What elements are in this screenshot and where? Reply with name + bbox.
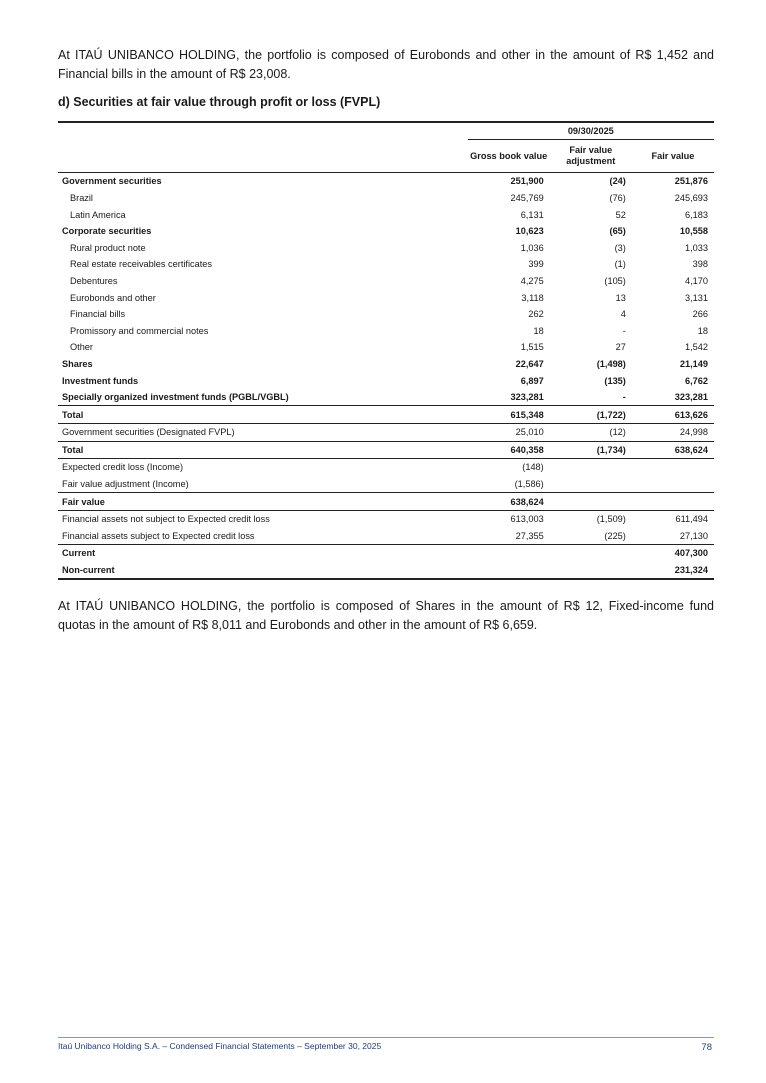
fair-value-adjustment-cell: (24): [609, 176, 626, 187]
gross-book-value-cell: 18: [533, 325, 544, 336]
table-row: [58, 256, 714, 273]
row-label: Investment funds: [62, 375, 139, 386]
footer-divider: [58, 1037, 714, 1038]
fair-value-adjustment-cell: (12): [550, 424, 632, 442]
table-row: [58, 510, 714, 527]
fair-value-cell: 6,762: [685, 375, 708, 386]
table-row: [58, 545, 714, 562]
row-label: Other: [70, 342, 93, 353]
row-label: Total: [58, 441, 468, 459]
fair-value-cell: 24,998: [632, 424, 714, 442]
row-label: Shares: [62, 358, 93, 369]
gross-book-value-cell: 27,355: [515, 530, 544, 541]
fair-value-cell: 3,131: [685, 292, 708, 303]
table-date: 09/30/2025: [468, 122, 714, 140]
fair-value-cell: 638,624: [632, 441, 714, 459]
fair-value-cell: 251,876: [674, 176, 708, 187]
fair-value-adjustment-cell: 27: [615, 342, 626, 353]
gross-book-value-cell: 6,131: [520, 209, 544, 220]
gross-book-value-cell: 262: [528, 309, 544, 320]
row-label: Rural product note: [70, 242, 146, 253]
table-row: [58, 206, 714, 223]
table-column-headers: [58, 140, 714, 173]
table-row: [58, 459, 714, 476]
gross-book-value-cell: 638,624: [468, 493, 550, 511]
fair-value-adjustment-cell: (76): [609, 192, 626, 203]
table-row: [58, 441, 714, 459]
row-label: Debentures: [70, 275, 118, 286]
row-label: Fair value adjustment (Income): [62, 479, 189, 490]
gross-book-value-cell: 22,647: [515, 358, 544, 369]
section-heading: d) Securities at fair value through profit or loss (FVPL): [58, 95, 381, 109]
table-row: [58, 476, 714, 493]
table-row: [58, 190, 714, 207]
gross-book-value-cell: 615,348: [468, 406, 550, 424]
footer-page-number: 78: [701, 1042, 712, 1053]
gross-book-value-cell: 4,275: [520, 275, 544, 286]
fair-value-cell: 18: [697, 325, 708, 336]
table-row: [58, 528, 714, 545]
fair-value-adjustment-cell: 13: [615, 292, 626, 303]
table-row: [58, 289, 714, 306]
row-label: Total: [58, 406, 468, 424]
gross-book-value-cell: 640,358: [468, 441, 550, 459]
row-label: Government securities: [62, 176, 162, 187]
fair-value-cell: [632, 459, 714, 476]
fair-value-cell: [632, 476, 714, 493]
table-row: [58, 339, 714, 356]
table-row: [58, 173, 714, 190]
fvpl-securities-table: [58, 121, 714, 580]
closing-paragraph: At ITAÚ UNIBANCO HOLDING, the portfolio is composed of Shares in the amount of R$ 12, Fixed-income fund quotas in the amount of R$ 8,011 and Eurobonds and other in the amount of R$ 6,659.: [58, 599, 714, 632]
fair-value-adjustment-cell: (1,734): [550, 441, 632, 459]
gross-book-value-cell: 613,003: [468, 510, 550, 527]
row-label: Specially organized investment funds (PGBL/VGBL): [62, 392, 289, 403]
fair-value-adjustment-cell: [550, 562, 632, 580]
gross-book-value-cell: 10,623: [515, 226, 544, 237]
fair-value-cell: 1,542: [685, 342, 708, 353]
fair-value-cell: 27,130: [679, 530, 708, 541]
fair-value-cell: 613,626: [632, 406, 714, 424]
row-label: Latin America: [70, 209, 126, 220]
gross-book-value-cell: 3,118: [521, 292, 544, 303]
gross-book-value-cell: (1,586): [514, 479, 544, 490]
fair-value-adjustment-cell: (1,509): [550, 510, 632, 527]
table-row: [58, 406, 714, 424]
row-label: Fair value: [58, 493, 468, 511]
fair-value-adjustment-cell: [550, 476, 632, 493]
fair-value-cell: 10,558: [679, 226, 708, 237]
fair-value-cell: 231,324: [632, 562, 714, 580]
fair-value-adjustment-cell: (225): [604, 530, 626, 541]
intro-paragraph: At ITAÚ UNIBANCO HOLDING, the portfolio is composed of Eurobonds and other in the amount of R$ 1,452 and Financial bills in the amount of R$ 23,008.: [58, 48, 714, 81]
footer-document-title: Itaú Unibanco Holding S.A. – Condensed Financial Statements – September 30, 2025: [58, 1041, 382, 1051]
table-row: [58, 306, 714, 323]
row-label: Brazil: [70, 192, 93, 203]
gross-book-value-cell: 6,897: [520, 375, 544, 386]
row-label: Government securities (Designated FVPL): [58, 424, 468, 442]
fair-value-cell: [632, 493, 714, 511]
fair-value-cell: 266: [692, 309, 708, 320]
fair-value-adjustment-cell: (1): [614, 259, 626, 270]
row-label: Corporate securities: [62, 226, 152, 237]
table-row: [58, 273, 714, 290]
fair-value-adjustment-cell: 4: [620, 309, 626, 320]
table-date-row: [58, 122, 714, 140]
fair-value-cell: 4,170: [685, 275, 708, 286]
fair-value-cell: 611,494: [632, 510, 714, 527]
fair-value-cell: 1,033: [685, 242, 708, 253]
row-label: Real estate receivables certificates: [70, 259, 212, 270]
gross-book-value-cell: [468, 562, 550, 580]
fair-value-adjustment-cell: (1,498): [596, 358, 626, 369]
table-row: [58, 389, 714, 406]
fair-value-adjustment-cell: (135): [604, 375, 626, 386]
column-header-fair-value-adjustment: Fair value adjustment: [550, 140, 632, 173]
row-label: Promissory and commercial notes: [70, 325, 209, 336]
row-label: Expected credit loss (Income): [58, 459, 468, 476]
fair-value-adjustment-cell: 52: [615, 209, 626, 220]
row-label: Financial bills: [70, 309, 126, 320]
fair-value-adjustment-cell: (3): [614, 242, 626, 253]
gross-book-value-cell: (148): [468, 459, 550, 476]
fair-value-cell: 21,149: [679, 358, 708, 369]
gross-book-value-cell: 1,036: [520, 242, 544, 253]
fair-value-adjustment-cell: [550, 459, 632, 476]
table-row: [58, 372, 714, 389]
table-row: [58, 493, 714, 511]
fair-value-cell: 323,281: [674, 392, 708, 403]
table-row: [58, 562, 714, 580]
fair-value-adjustment-cell: [550, 545, 632, 562]
table-row: [58, 223, 714, 240]
gross-book-value-cell: 323,281: [510, 392, 544, 403]
fair-value-adjustment-cell: (105): [604, 275, 626, 286]
row-label: Non-current: [58, 562, 468, 580]
gross-book-value-cell: 1,515: [520, 342, 544, 353]
gross-book-value-cell: 251,900: [510, 176, 544, 187]
fair-value-adjustment-cell: -: [622, 392, 626, 403]
table-body: [58, 173, 714, 580]
fair-value-adjustment-cell: [550, 493, 632, 511]
fair-value-adjustment-cell: (1,722): [550, 406, 632, 424]
row-label: Current: [58, 545, 468, 562]
row-label: Eurobonds and other: [70, 292, 156, 303]
gross-book-value-cell: 25,010: [468, 424, 550, 442]
column-header-fair-value: Fair value: [632, 140, 714, 173]
fair-value-cell: 245,693: [674, 192, 708, 203]
fair-value-cell: 407,300: [632, 545, 714, 562]
row-label: Financial assets subject to Expected credit loss: [62, 530, 255, 541]
gross-book-value-cell: 245,769: [510, 192, 544, 203]
gross-book-value-cell: [468, 545, 550, 562]
fair-value-adjustment-cell: (65): [609, 226, 626, 237]
fair-value-cell: 398: [692, 259, 708, 270]
column-header-gross-book-value: Gross book value: [468, 140, 550, 173]
gross-book-value-cell: 399: [528, 259, 544, 270]
table-row: [58, 356, 714, 373]
table-row: [58, 424, 714, 442]
fair-value-adjustment-cell: -: [622, 325, 626, 336]
fair-value-cell: 6,183: [685, 209, 708, 220]
table-row: [58, 322, 714, 339]
row-label: Financial assets not subject to Expected credit loss: [58, 510, 468, 527]
table-row: [58, 239, 714, 256]
